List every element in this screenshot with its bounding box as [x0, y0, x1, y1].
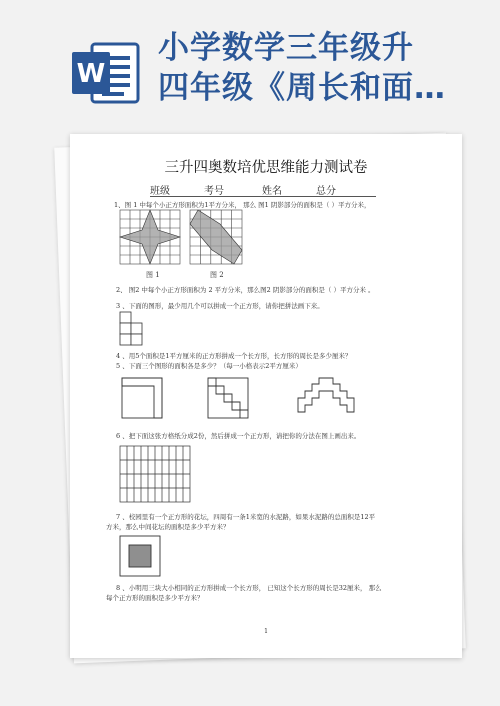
question-7-line-2: 方米，那么中间花坛的面积是多少平方米？ — [106, 523, 230, 531]
header-banner — [0, 0, 500, 120]
field-class: 班级 — [150, 186, 170, 197]
figure-2-caption: 图 2 — [210, 271, 224, 279]
figure-1-grid — [120, 210, 180, 264]
banner-title-line-2: 四年级《周长和面… — [158, 70, 446, 106]
question-5-shape-c — [298, 378, 354, 412]
question-6: 6 、把下面这张方格纸分成2份，然后拼成一个正方形，请把你的分法在图上画出来。 — [116, 432, 361, 440]
field-name: 姓名 — [262, 186, 282, 197]
question-5-shape-a — [122, 378, 162, 418]
question-8-line-1: 8 、小明用三块大小相同的正方形拼成一个长方形， 已知这个长方形的周长是32厘米， 那么 — [116, 584, 382, 592]
word-icon-letter: W — [76, 59, 106, 89]
figure-2-grid — [190, 210, 242, 264]
document-page — [70, 134, 462, 658]
page-number: 1 — [264, 628, 268, 635]
question-6-grid — [120, 446, 190, 502]
question-7-square-garden — [120, 536, 160, 576]
banner-title-line-1: 小学数学三年级升 — [158, 30, 414, 66]
question-3: 3 、下面的图形，最少用几个可以拼成一个正方形，请你把拼法画下来。 — [116, 302, 324, 310]
question-2: 2、 图2 中每个小正方形面积为 2 平方分米，那么图2 阴影部分的面积是（ ）平方分米 。 — [116, 286, 375, 294]
question-5: 5 、下面三个图形的面积各是多少？（每一小格表示2平方厘米） — [116, 362, 302, 370]
question-7-line-1: 7 、校园里有一个正方形的花坛，四周有一条1米宽的水泥路，如果水泥路的总面积是12平 — [116, 513, 376, 521]
question-4: 4 、用5个面积是1平方厘米的正方形拼成一个长方形，长方形的周长是多少厘米？ — [116, 352, 352, 360]
word-document-icon — [70, 40, 140, 106]
question-5-shape-b — [208, 378, 248, 418]
field-exam-number: 考号 — [204, 186, 224, 197]
figure-1-caption: 图 1 — [146, 271, 160, 279]
field-total-score: 总分 — [316, 186, 336, 197]
banner-title — [158, 28, 488, 108]
question-1: 1、图 1 中每个小正方形面积为1平方分米， 那么 图1 阴影部分的面积是（ ）平方分米， — [114, 201, 371, 209]
document-title: 三升四奥数培优思维能力测试卷 — [164, 160, 368, 176]
fields-underline — [150, 196, 376, 197]
question-8-line-2: 每个正方形的面积是多少平方米？ — [106, 594, 204, 602]
question-3-shape — [120, 312, 142, 345]
